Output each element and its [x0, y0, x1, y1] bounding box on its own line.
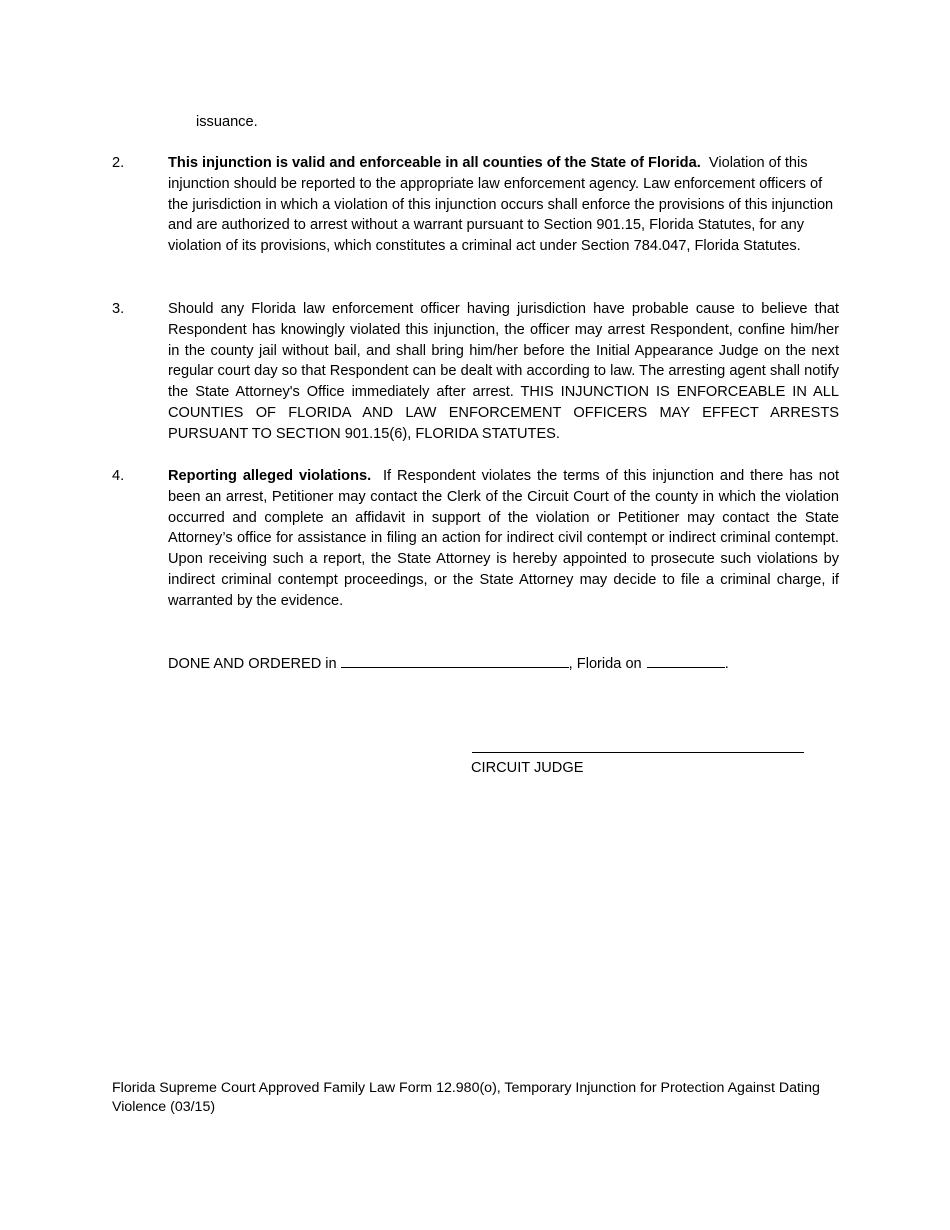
city-blank-field[interactable] [341, 653, 569, 668]
signature-line[interactable] [472, 752, 804, 753]
paragraph-text: Violation of this injunction should be reported to the appropriate law enforcement agency. Law enforcement officers of the jurisdiction in which a violation of this injunction occurs shall enforce the provisions of this injunction and are authorized to arrest without a warrant pursuant to Section 901.15, Florida Statutes, for any violation of its provisions, which constitutes a criminal act under Section 784.047, Florida Statutes. [168, 155, 834, 255]
paragraph-body [168, 299, 839, 445]
order-middle: , Florida on [568, 656, 642, 672]
paragraph-heading: This injunction is valid and enforceable in all counties of the State of Florida. [168, 155, 701, 171]
order-prefix: DONE AND ORDERED in [168, 656, 337, 672]
paragraph-text: If Respondent violates the terms of this injunction and there has not been an arrest, Petitioner may contact the Clerk of the Circuit Court of the county in which the violation occurred and complete an affidavit in support of the violation or Petitioner may contact the State Attorney’s office for assistance in filing an action for indirect civil contempt or indirect criminal contempt. Upon receiving such a report, the State Attorney is hereby appointed to prosecute such violations by indirect criminal contempt proceedings, or the State Attorney may decide to file a criminal charge, if warranted by the evidence. [168, 468, 840, 609]
order-suffix: . [724, 656, 729, 672]
date-blank-field[interactable] [647, 653, 725, 668]
paragraph-body [168, 153, 839, 257]
paragraph-number: 4. [112, 468, 125, 484]
paragraph-body [168, 466, 839, 612]
paragraph-number: 2. [112, 155, 125, 171]
continuation-text: issuance. [196, 114, 258, 130]
form-footer: Florida Supreme Court Approved Family Law Form 12.980(o), Temporary Injunction for Protection Against Dating Violence (03/15) [112, 1080, 820, 1115]
paragraph-number: 3. [112, 301, 125, 317]
paragraph-text: Should any Florida law enforcement officer having jurisdiction have probable cause to believe that Respondent has knowingly violated this injunction, the officer may arrest Respondent, confine him/her in the county jail without bail, and shall bring him/her before the Initial Appearance Judge on the next regular court day so that Respondent can be dealt with according to law. The arresting agent shall notify the State Attorney's Office immediately after arrest. THIS INJUNCTION IS ENFORCEABLE IN ALL COUNTIES OF FLORIDA AND LAW ENFORCEMENT OFFICERS MAY EFFECT ARRESTS PURSUANT TO SECTION 901.15(6), FLORIDA STATUTES. [168, 301, 839, 442]
done-and-ordered-line [168, 653, 729, 675]
signature-label: CIRCUIT JUDGE [471, 760, 584, 776]
paragraph-heading: Reporting alleged violations. [168, 468, 372, 484]
